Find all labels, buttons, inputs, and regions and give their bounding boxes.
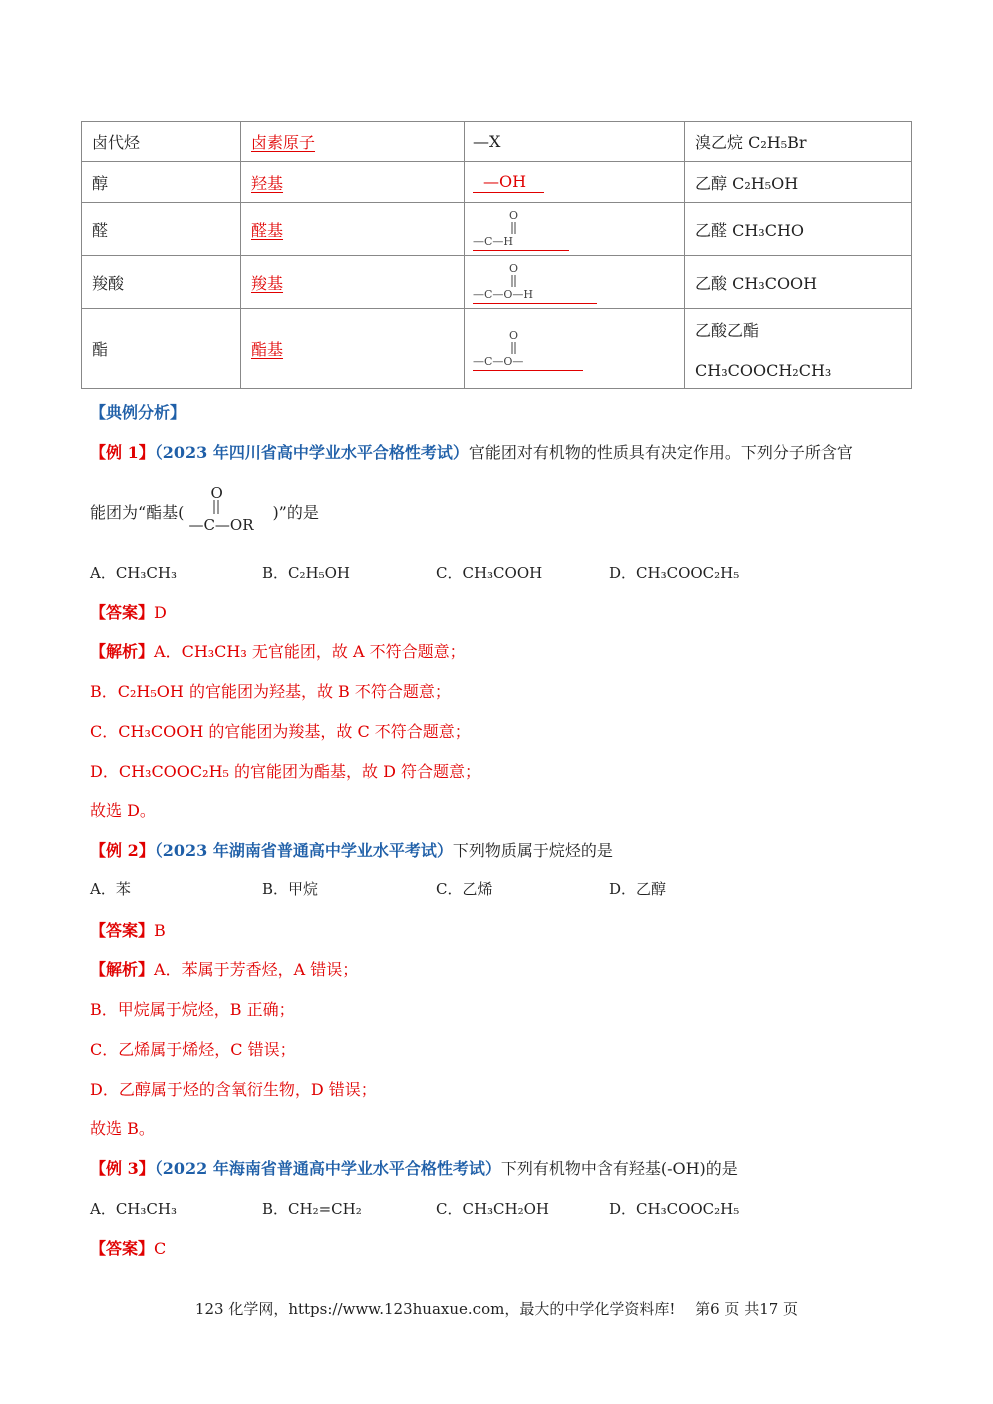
category-cell: 酯 [82,309,241,389]
example-cell: 乙醛 CH₃CHO [685,203,912,256]
category-cell: 醛 [82,203,241,256]
page-footer: 123 化学网，https://www.123huaxue.com，最大的中学化学资料库! 第6 页 共17 页 [194,1300,799,1318]
option-a: A．苯 [90,880,131,898]
answer-label: 【答案】 [90,921,155,940]
group-formula: —X [465,122,685,162]
example-1-question [90,440,853,463]
question-text: 官能团对有机物的性质具有决定作用。下列分子所含官 [468,443,853,462]
example-1-answer [90,600,167,623]
group-name: 羟基 [251,173,284,193]
analysis-line: B．甲烷属于烷烃，B 正确； [90,1000,295,1019]
option-b: B．CH₂=CH₂ [262,1200,362,1218]
double-bond-lines [212,500,222,516]
analysis-line: B．C₂H₅OH 的官能团为羟基，故 B 不符合题意； [90,682,451,701]
category-cell: 卤代烃 [82,122,241,162]
svg-text:O: O [509,262,519,275]
analysis-label: 【解析】 [90,960,155,979]
functional-group-table [81,121,912,389]
analysis-line: C．CH₃COOH 的官能团为羧基，故 C 不符合题意； [90,722,471,741]
analysis-line [90,639,466,662]
svg-text:—C—O—: —C—O— [473,354,524,368]
example-cell: 溴乙烷 C₂H₅Br [685,122,912,162]
example-2-answer [90,918,166,941]
group-name: 卤素原子 [251,133,316,152]
option-c: C．CH₃COOH [436,564,543,582]
section-title: 【典例分析】 [90,403,187,422]
table-row [82,122,912,162]
aldehyde-structure-drawing [473,207,603,251]
analysis-text: A．苯属于芳香烃，A 错误； [154,960,359,979]
analysis-line: C．乙烯属于烯烃，C 错误； [90,1040,296,1059]
analysis-line: D．乙醇属于烃的含氧衍生物，D 错误； [90,1080,377,1099]
svg-text:O: O [509,209,519,222]
example-cell: 乙酸 CH₃COOH [685,256,912,309]
group-name: 酯基 [251,340,284,359]
table-row [82,309,912,389]
example-formula: CH₃COOCH₂CH₃ [695,360,832,380]
option-c: C．CH₃CH₂OH [436,1200,549,1218]
question-text-pre: 能团为“酯基( [90,503,185,522]
option-d: D．乙醇 [609,880,667,898]
example-3-question [90,1156,738,1179]
analysis-conclusion: 故选 B。 [90,1119,155,1138]
example-2-question [90,838,613,861]
question-text: 下列有机物中含有羟基(-OH)的是 [500,1159,738,1178]
answer-value: B [154,921,166,940]
category-cell: 醇 [82,162,241,203]
example-name: 乙酸乙酯 [695,320,760,340]
svg-text:O: O [509,328,519,342]
example-1-question-line2 [90,483,319,534]
option-d: D．CH₃COOC₂H₅ [609,564,740,582]
example-tag: 【例 3】 [90,1159,155,1178]
answer-label: 【答案】 [90,1239,155,1258]
example-source: （2023 年湖南省普通高中学业水平考试） [154,841,453,860]
option-a: A．CH₃CH₃ [90,1200,177,1218]
svg-text:—C—O—H: —C—O—H [473,288,534,301]
analysis-line [90,957,358,980]
example-tag: 【例 2】 [90,841,155,860]
example-tag: 【例 1】 [90,443,155,462]
example-3-answer [90,1236,166,1259]
option-b: B．甲烷 [262,880,319,898]
analysis-label: 【解析】 [90,642,155,661]
svg-text:—C—H: —C—H [473,235,514,248]
answer-value: D [154,603,167,622]
ester-structure [473,327,603,371]
table-row [82,256,912,309]
option-c: C．乙烯 [436,880,493,898]
carboxyl-structure-drawing [473,260,603,304]
example-source: （2022 年海南省普通高中学业水平合格性考试） [154,1159,501,1178]
group-name: 醛基 [251,220,284,240]
ester-structure-drawing [473,327,603,371]
aldehyde-structure [473,207,603,251]
question-text: 下列物质属于烷烃的是 [452,841,613,860]
ester-chain: —C—OR [188,515,254,534]
option-a: A．CH₃CH₃ [90,564,177,582]
table-row [82,162,912,203]
example-cell: 乙醇 C₂H₅OH [685,162,912,203]
example-source: （2023 年四川省高中学业水平合格性考试） [154,443,469,462]
category-cell: 羧酸 [82,256,241,309]
analysis-line: D．CH₃COOC₂H₅ 的官能团为酯基，故 D 符合题意； [90,762,482,781]
analysis-conclusion: 故选 D。 [90,801,156,820]
analysis-text: A．CH₃CH₃ 无官能团，故 A 不符合题意； [154,642,466,661]
answer-value: C [154,1239,167,1258]
group-formula: —OH [473,172,544,193]
option-d: D．CH₃COOC₂H₅ [609,1200,740,1218]
table-row [82,203,912,256]
question-text-post: )”的是 [272,503,319,522]
carboxyl-structure [473,260,603,304]
group-name: 羧基 [251,273,284,293]
option-b: B．C₂H₅OH [262,564,350,582]
answer-label: 【答案】 [90,603,155,622]
ester-oxygen: O [210,483,223,502]
ester-group-inline [184,483,272,534]
